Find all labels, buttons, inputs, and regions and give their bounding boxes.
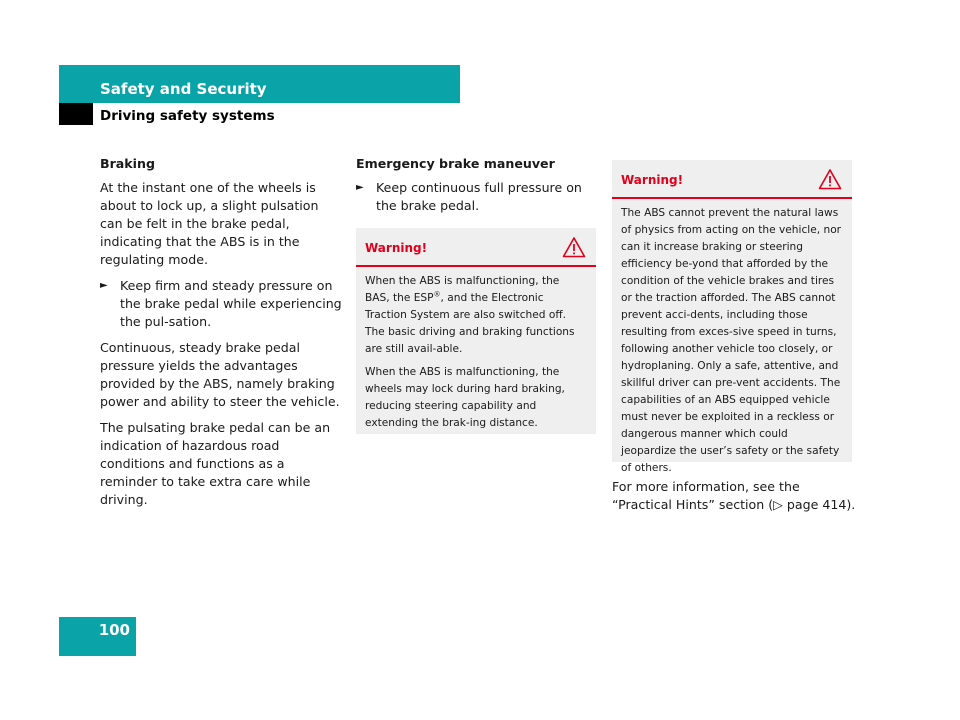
page-reference-arrow-icon: ▷	[773, 497, 783, 512]
warning-body	[356, 267, 596, 444]
section-title: Safety and Security	[100, 80, 267, 98]
warning-paragraph-1	[365, 273, 587, 358]
subsection-title: Driving safety systems	[100, 108, 275, 124]
bullet-arrow-icon: ►	[100, 280, 108, 291]
warning-label: Warning!	[621, 173, 684, 187]
page-number: 100	[98, 621, 130, 639]
warning-triangle-icon	[818, 168, 842, 190]
page-number-tab	[59, 617, 136, 656]
warning-label: Warning!	[365, 241, 428, 255]
subsection-marker	[59, 103, 93, 125]
more-info-paragraph	[612, 478, 857, 514]
more-info-text: For more information, see the “Practical Hints” section (	[612, 479, 800, 512]
emergency-bullet	[356, 179, 601, 215]
warning-box-abs-limits	[612, 160, 852, 474]
warning-header	[612, 160, 852, 199]
emergency-bullet-text: Keep continuous full pressure on the brake pedal.	[376, 180, 582, 213]
warning-paragraph-1: The ABS cannot prevent the natural laws of physics from acting on the vehicle, nor can it increase braking or steering efficiency be-yond that afforded by the condition of the vehicle brakes and tires or the traction afforded. The ABS cannot prevent acci-dents, including those resulting from exces-sive speed in turns, following another vehicle too closely, or hydroplaning. Only a safe, attentive, and skillful driver can pre-vent accidents. The capabilities of an ABS equipped vehicle must never be exploited in a reckless or dangerous manner which could jeopardize the user’s safety or the safety of others.	[621, 207, 842, 474]
warning-text: When the ABS is malfunctioning, the BAS, the ESP	[365, 275, 560, 304]
warning-paragraph-2: When the ABS is malfunctioning, the wheels may lock during hard braking, reducing steering capability and extending the brak-ing distance.	[365, 366, 565, 429]
braking-paragraph-3: The pulsating brake pedal can be an indication of hazardous road conditions and functions as a reminder to take extra care while driving.	[100, 420, 331, 507]
warning-body	[612, 199, 852, 489]
warning-box-abs-malfunction	[356, 228, 596, 434]
section-header-bar	[59, 65, 460, 103]
middle-column	[356, 155, 601, 223]
registered-mark: ®	[433, 290, 441, 299]
right-column	[612, 478, 857, 522]
bullet-arrow-icon: ►	[356, 182, 364, 193]
warning-header	[356, 228, 596, 267]
braking-bullet-text: Keep firm and steady pressure on the brake pedal while experiencing the pul-sation.	[120, 278, 342, 329]
warning-triangle-icon	[562, 236, 586, 258]
braking-paragraph-2: Continuous, steady brake pedal pressure yields the advantages provided by the ABS, namely braking power and ability to steer the vehicle.	[100, 340, 340, 409]
emergency-heading: Emergency brake maneuver	[356, 156, 555, 171]
warning-text: , and the Electronic Traction System are also switched off. The basic driving and braking functions are still avail-able.	[365, 292, 575, 355]
braking-heading: Braking	[100, 156, 155, 171]
braking-paragraph-1: At the instant one of the wheels is about to lock up, a slight pulsation can be felt in the brake pedal, indicating that the ABS is in the regulating mode.	[100, 180, 319, 267]
left-column	[100, 155, 345, 517]
braking-bullet	[100, 277, 345, 331]
page-reference-link[interactable]: page 414).	[782, 497, 856, 512]
